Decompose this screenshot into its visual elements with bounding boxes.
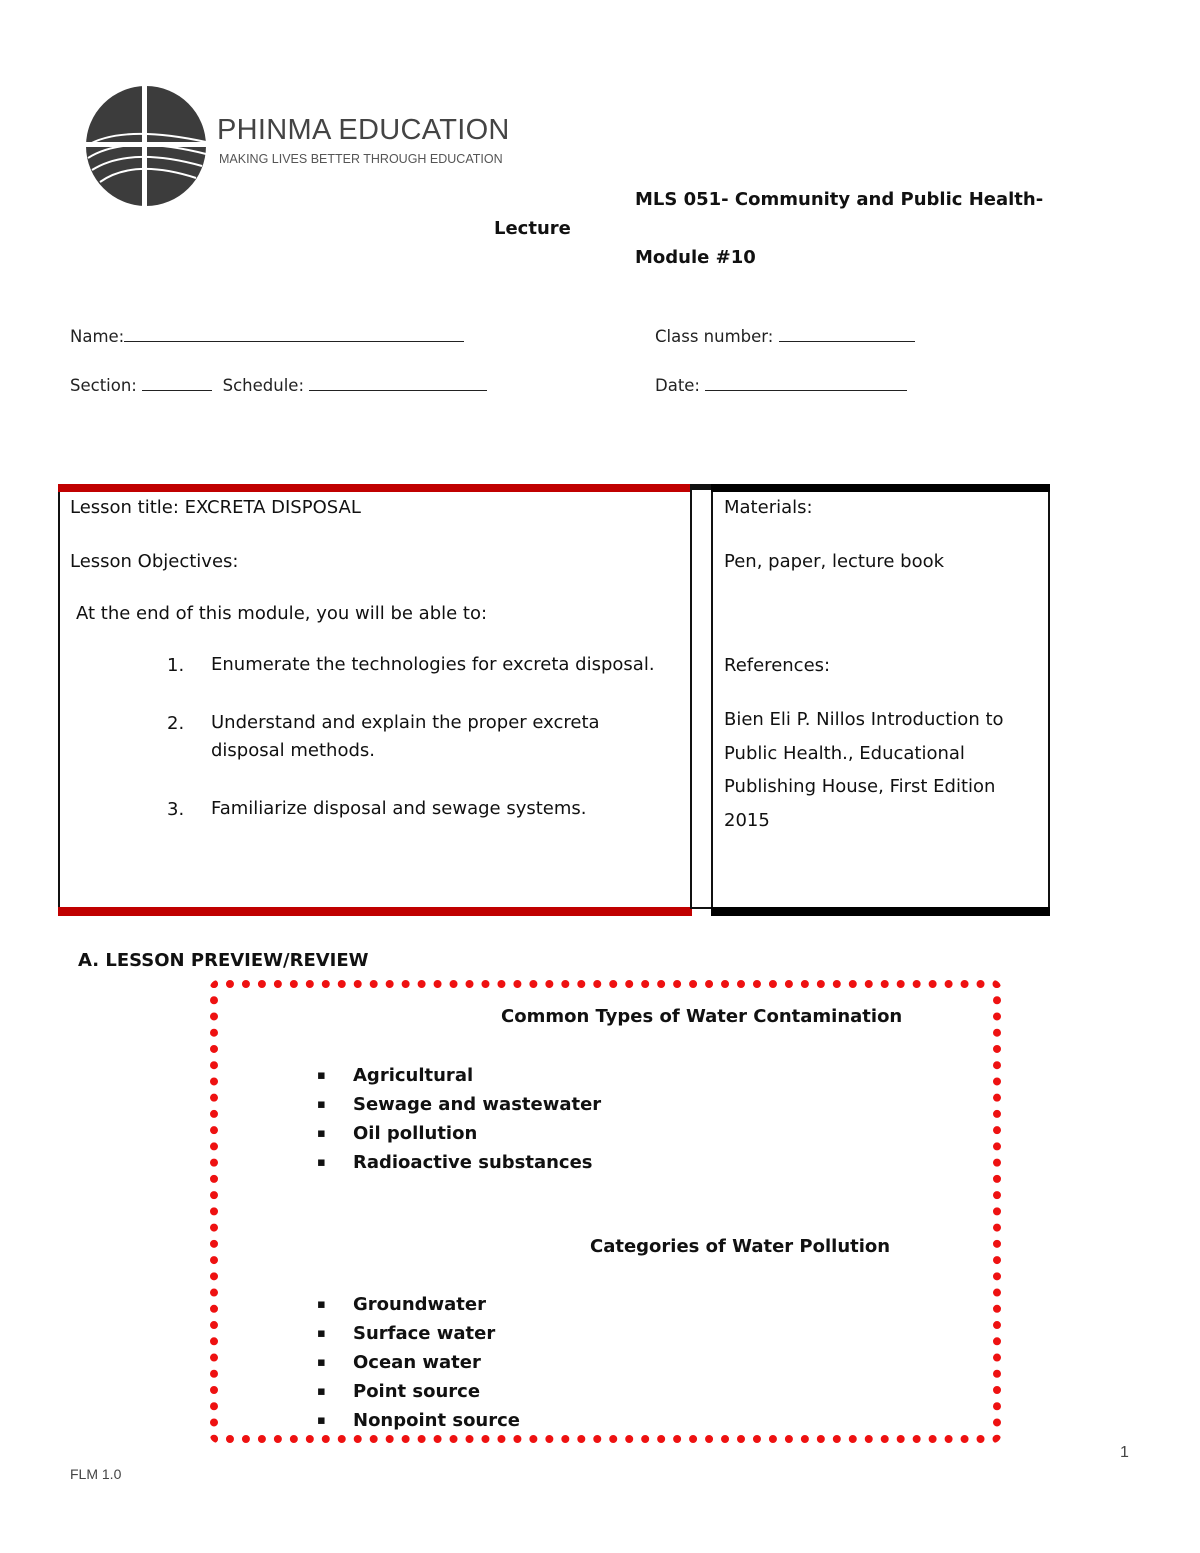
pollution-title: Categories of Water Pollution bbox=[590, 1236, 891, 1257]
name-label: Name: bbox=[70, 327, 125, 346]
list-item: ▪ Nonpoint source bbox=[353, 1406, 520, 1435]
date-blank[interactable] bbox=[705, 374, 907, 391]
class-number-label: Class number: bbox=[655, 327, 774, 346]
phinma-logo bbox=[82, 84, 510, 208]
objectives-intro: At the end of this module, you will be able to: bbox=[76, 603, 488, 624]
section-field[interactable] bbox=[70, 374, 487, 395]
page-number: 1 bbox=[1120, 1444, 1129, 1461]
list-item: ▪ Sewage and wastewater bbox=[353, 1090, 601, 1119]
class-number-blank[interactable] bbox=[779, 325, 915, 342]
materials-box bbox=[711, 484, 1050, 916]
lesson-box-top-bar bbox=[58, 484, 692, 492]
name-blank[interactable] bbox=[124, 325, 464, 342]
bullet-icon: ▪ bbox=[317, 1297, 326, 1312]
schedule-blank[interactable] bbox=[309, 374, 487, 391]
objective-3-number: 3. bbox=[167, 799, 185, 820]
preview-dotted-box bbox=[210, 980, 1001, 1443]
list-item: ▪ Ocean water bbox=[353, 1348, 520, 1377]
bullet-icon: ▪ bbox=[317, 1413, 326, 1428]
course-title-continued: Lecture bbox=[494, 218, 571, 239]
bullet-icon: ▪ bbox=[317, 1097, 326, 1112]
objective-3-text: Familiarize disposal and sewage systems. bbox=[211, 798, 587, 819]
references-label: References: bbox=[724, 655, 831, 676]
materials-box-top-bar bbox=[711, 484, 1050, 492]
lesson-preview-heading: A. LESSON PREVIEW/REVIEW bbox=[78, 950, 369, 971]
phinma-emblem-icon bbox=[82, 84, 210, 208]
lesson-title: Lesson title: EXCRETA DISPOSAL bbox=[70, 497, 361, 518]
lesson-box bbox=[58, 484, 692, 916]
list-item: ▪ Agricultural bbox=[353, 1061, 601, 1090]
reference-text: Bien Eli P. Nillos Introduction to Public Health., Educational Publishing House, First Edition 2015 bbox=[724, 709, 1004, 831]
bullet-icon: ▪ bbox=[317, 1355, 326, 1370]
objective-1-text: Enumerate the technologies for excreta disposal. bbox=[211, 654, 655, 675]
course-title: MLS 051- Community and Public Health- bbox=[635, 189, 1044, 210]
section-blank[interactable] bbox=[142, 374, 212, 391]
materials-box-bottom-bar bbox=[711, 907, 1050, 916]
objective-2-text: Understand and explain the proper excreta disposal methods. bbox=[211, 712, 600, 761]
schedule-label: Schedule: bbox=[222, 376, 305, 395]
contamination-list bbox=[317, 1061, 602, 1177]
list-item: ▪ Point source bbox=[353, 1377, 520, 1406]
date-label: Date: bbox=[655, 376, 700, 395]
list-item: ▪ Radioactive substances bbox=[353, 1148, 601, 1177]
bullet-icon: ▪ bbox=[317, 1155, 326, 1170]
box-divider bbox=[690, 484, 713, 909]
module-number: Module #10 bbox=[635, 247, 756, 268]
list-item: ▪ Oil pollution bbox=[353, 1119, 601, 1148]
list-item: ▪ Surface water bbox=[353, 1319, 520, 1348]
section-label: Section: bbox=[70, 376, 137, 395]
objective-2-number: 2. bbox=[167, 713, 185, 734]
materials-label: Materials: bbox=[724, 497, 813, 518]
date-field[interactable] bbox=[655, 374, 907, 395]
pollution-list bbox=[317, 1290, 521, 1435]
list-item: ▪ Groundwater bbox=[353, 1290, 520, 1319]
bullet-icon: ▪ bbox=[317, 1384, 326, 1399]
lesson-box-bottom-bar bbox=[58, 907, 692, 916]
bullet-icon: ▪ bbox=[317, 1068, 326, 1083]
objectives-label: Lesson Objectives: bbox=[70, 551, 239, 572]
bullet-icon: ▪ bbox=[317, 1126, 326, 1141]
bullet-icon: ▪ bbox=[317, 1326, 326, 1341]
logo-tagline: MAKING LIVES BETTER THROUGH EDUCATION bbox=[219, 152, 503, 166]
logo-name: PHINMA EDUCATION bbox=[217, 114, 510, 146]
name-field[interactable] bbox=[70, 325, 464, 346]
objective-1-number: 1. bbox=[167, 655, 185, 676]
contamination-title: Common Types of Water Contamination bbox=[501, 1006, 903, 1027]
class-number-field[interactable] bbox=[655, 325, 915, 346]
materials-items: Pen, paper, lecture book bbox=[724, 551, 945, 572]
footer-version: FLM 1.0 bbox=[70, 1466, 122, 1482]
